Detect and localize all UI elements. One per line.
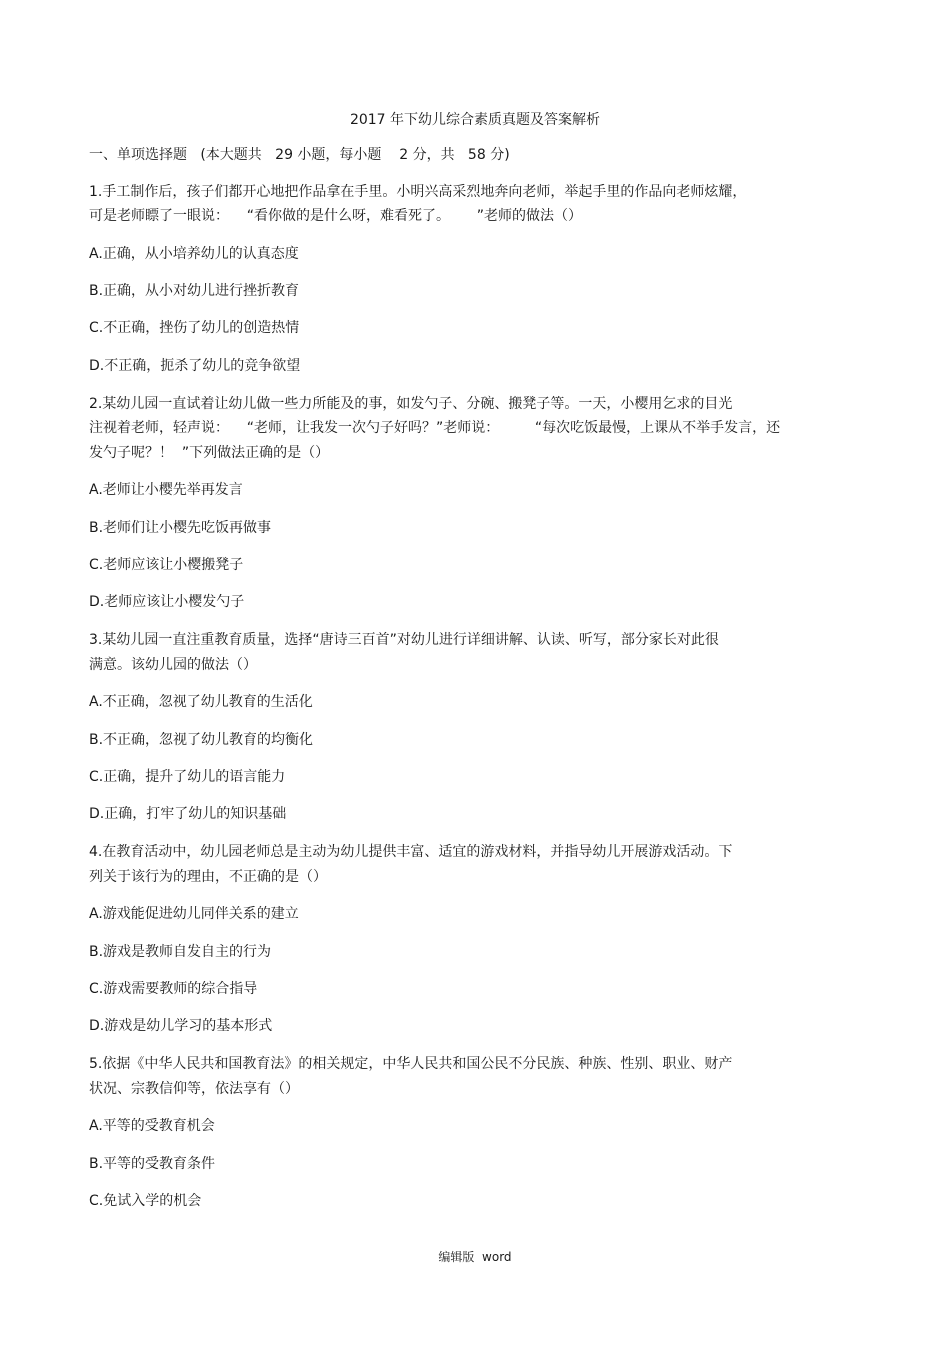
question-stem-line: 4.在教育活动中，幼儿园老师总是主动为幼儿提供丰富、适宜的游戏材料，并指导幼儿开展游戏活动。下 — [89, 844, 733, 860]
option-d: D.游戏是幼儿学习的基本形式 — [89, 1018, 273, 1034]
option-a: A.游戏能促进幼儿同伴关系的建立 — [89, 906, 299, 922]
question-stem-line: 发勺子呢？！ ”下列做法正确的是（） — [89, 445, 330, 461]
question-stem-line: 列关于该行为的理由，不正确的是（） — [89, 869, 327, 885]
section-heading: 一、单项选择题 (本大题共 29 小题，每小题 2 分，共 58 分) — [89, 147, 510, 163]
option-c: C.游戏需要教师的综合指导 — [89, 981, 258, 997]
option-a: A.老师让小樱先举再发言 — [89, 482, 243, 498]
option-b: B.正确，从小对幼儿进行挫折教育 — [89, 283, 300, 299]
option-b: B.游戏是教师自发自主的行为 — [89, 944, 272, 960]
option-c: C.正确，提升了幼儿的语言能力 — [89, 769, 286, 785]
option-c: C.老师应该让小樱搬凳子 — [89, 557, 244, 573]
option-a: A.正确，从小培养幼儿的认真态度 — [89, 246, 299, 262]
option-b: B.老师们让小樱先吃饭再做事 — [89, 520, 272, 536]
option-b: B.平等的受教育条件 — [89, 1156, 216, 1172]
option-d: D.正确，打牢了幼儿的知识基础 — [89, 806, 287, 822]
question-stem-line: 满意。该幼儿园的做法（） — [89, 657, 257, 673]
document-title: 2017 年下幼儿综合素质真题及答案解析 — [349, 112, 601, 128]
question-stem-line: 可是老师瞟了一眼说： “看你做的是什么呀，难看死了。 ”老师的做法（） — [89, 208, 583, 224]
option-b: B.不正确，忽视了幼儿教育的均衡化 — [89, 732, 314, 748]
option-d: D.老师应该让小樱发勺子 — [89, 594, 245, 610]
question-stem-line: 状况、宗教信仰等，依法享有（） — [89, 1081, 299, 1097]
option-a: A.平等的受教育机会 — [89, 1118, 215, 1134]
option-c: C.不正确，挫伤了幼儿的创造热情 — [89, 320, 300, 336]
page-footer: 编辑版 word — [438, 1250, 512, 1264]
option-a: A.不正确，忽视了幼儿教育的生活化 — [89, 694, 313, 710]
question-stem-line: 1.手工制作后，孩子们都开心地把作品拿在手里。小明兴高采烈地奔向老师，举起手里的作品向老师炫耀， — [89, 184, 747, 200]
option-c: C.免试入学的机会 — [89, 1193, 202, 1209]
question-stem-line: 注视着老师，轻声说： “老师，让我发一次勺子好吗？”老师说： “每次吃饭最慢，上课从不举手发言，还 — [89, 420, 781, 436]
question-stem-line: 2.某幼儿园一直试着让幼儿做一些力所能及的事，如发勺子、分碗、搬凳子等。一天，小樱用乞求的目光 — [89, 396, 733, 412]
question-stem-line: 5.依据《中华人民共和国教育法》的相关规定，中华人民共和国公民不分民族、种族、性别、职业、财产 — [89, 1056, 733, 1072]
option-d: D.不正确，扼杀了幼儿的竞争欲望 — [89, 358, 301, 374]
question-stem-line: 3.某幼儿园一直注重教育质量，选择“唐诗三百首”对幼儿进行详细讲解、认读、听写，部分家长对此很 — [89, 632, 719, 648]
